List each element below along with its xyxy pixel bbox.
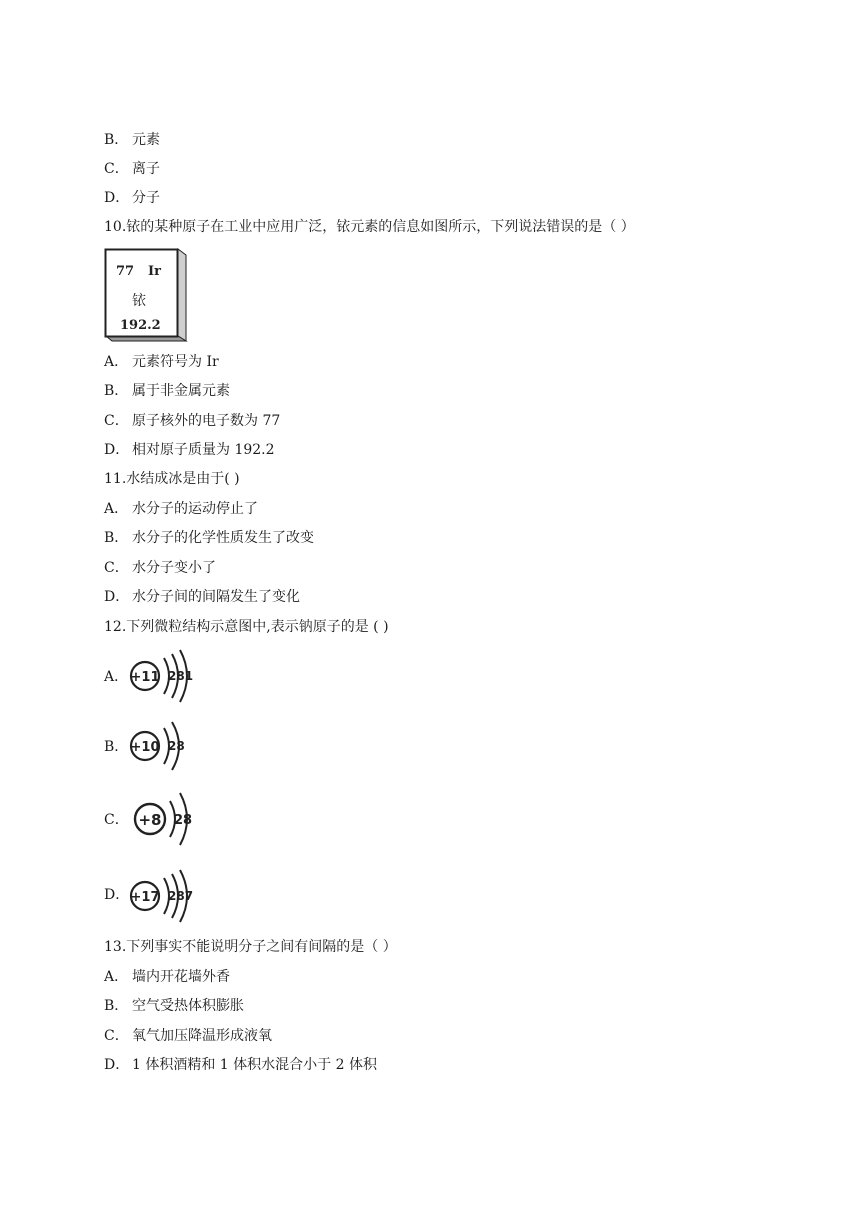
option-letter: C． bbox=[104, 161, 129, 177]
q11-option-b bbox=[104, 529, 314, 547]
q13-question: 13.下列事实不能说明分子之间有间隔的是（ ） bbox=[104, 939, 397, 955]
q9-option-c bbox=[104, 160, 160, 178]
option-text: 离子 bbox=[132, 161, 160, 177]
nucleus-charge: +8 bbox=[138, 811, 162, 829]
option-text: 元素 bbox=[132, 132, 160, 148]
atomic-number: 77 bbox=[116, 264, 135, 279]
option-text: 水分子间的间隔发生了变化 bbox=[132, 589, 300, 605]
q12-question: 12.下列微粒结构示意图中,表示钠原子的是 ( ) bbox=[104, 619, 389, 635]
element-symbol: Ir bbox=[148, 264, 161, 279]
q13-option-b bbox=[104, 997, 244, 1015]
q10-option-c bbox=[104, 412, 280, 430]
option-text: 原子核外的电子数为 77 bbox=[132, 413, 281, 429]
option-text: 元素符号为 Ir bbox=[132, 354, 219, 370]
nucleus-charge: +17 bbox=[130, 890, 160, 905]
option-letter: D． bbox=[104, 442, 130, 458]
q12-option-a-letter: A． bbox=[104, 669, 129, 685]
nucleus-charge: +10 bbox=[130, 740, 160, 755]
atomic-mass: 192.2 bbox=[120, 318, 161, 333]
q11-option-c bbox=[104, 559, 216, 577]
option-letter: C． bbox=[104, 1028, 129, 1044]
q13-option-a bbox=[104, 968, 230, 986]
option-text: 空气受热体积膨胀 bbox=[132, 998, 244, 1014]
electron-counts: 287 bbox=[168, 889, 194, 903]
q13-option-c bbox=[104, 1027, 272, 1045]
nucleus-charge: +11 bbox=[130, 670, 160, 685]
option-text: 水分子的运动停止了 bbox=[132, 501, 258, 517]
option-letter: A． bbox=[104, 354, 129, 370]
option-letter: D． bbox=[104, 190, 130, 206]
q11-option-a bbox=[104, 500, 258, 518]
option-text: 氧气加压降温形成液氧 bbox=[132, 1028, 272, 1044]
option-letter: C． bbox=[104, 413, 129, 429]
option-letter: B． bbox=[104, 383, 129, 399]
option-letter: C． bbox=[104, 560, 129, 576]
electron-counts: 28 bbox=[174, 813, 193, 828]
option-letter: B． bbox=[104, 530, 129, 546]
atom-structure-diagram-c bbox=[128, 791, 208, 847]
option-text: 相对原子质量为 192.2 bbox=[132, 442, 275, 458]
option-text: 墙内开花墙外香 bbox=[132, 969, 230, 985]
q11-question: 11.水结成冰是由于( ) bbox=[104, 471, 240, 487]
option-letter: B． bbox=[104, 998, 129, 1014]
q12-option-b-letter: B． bbox=[104, 739, 129, 755]
q12-option-c-letter: C． bbox=[104, 812, 129, 828]
electron-counts: 28 bbox=[168, 739, 185, 753]
electron-counts: 281 bbox=[168, 669, 194, 683]
option-letter: A． bbox=[104, 969, 129, 985]
q9-option-d bbox=[104, 189, 160, 207]
option-letter: B． bbox=[104, 132, 129, 148]
option-text: 水分子的化学性质发生了改变 bbox=[132, 530, 314, 546]
option-letter: D． bbox=[104, 1057, 130, 1073]
option-text: 属于非金属元素 bbox=[132, 383, 230, 399]
q11-option-d bbox=[104, 588, 300, 606]
q12-option-d-letter: D． bbox=[104, 887, 130, 903]
atom-structure-diagram-a bbox=[128, 648, 208, 704]
atom-structure-diagram-b bbox=[128, 718, 208, 774]
option-letter: A． bbox=[104, 501, 129, 517]
iridium-element-card bbox=[104, 248, 188, 342]
q10-question: 10.铱的某种原子在工业中应用广泛，铱元素的信息如图所示，下列说法错误的是（ ） bbox=[104, 219, 635, 235]
option-text: 1 体积酒精和 1 体积水混合小于 2 体积 bbox=[132, 1057, 377, 1073]
element-name: 铱 bbox=[132, 293, 146, 309]
q10-option-a bbox=[104, 353, 219, 371]
atom-structure-diagram-d bbox=[128, 868, 208, 924]
q13-option-d bbox=[104, 1056, 377, 1074]
q10-option-b bbox=[104, 382, 230, 400]
q10-option-d bbox=[104, 441, 275, 459]
option-letter: D． bbox=[104, 589, 130, 605]
option-text: 水分子变小了 bbox=[132, 560, 216, 576]
option-text: 分子 bbox=[132, 190, 160, 206]
q9-option-b bbox=[104, 131, 160, 149]
